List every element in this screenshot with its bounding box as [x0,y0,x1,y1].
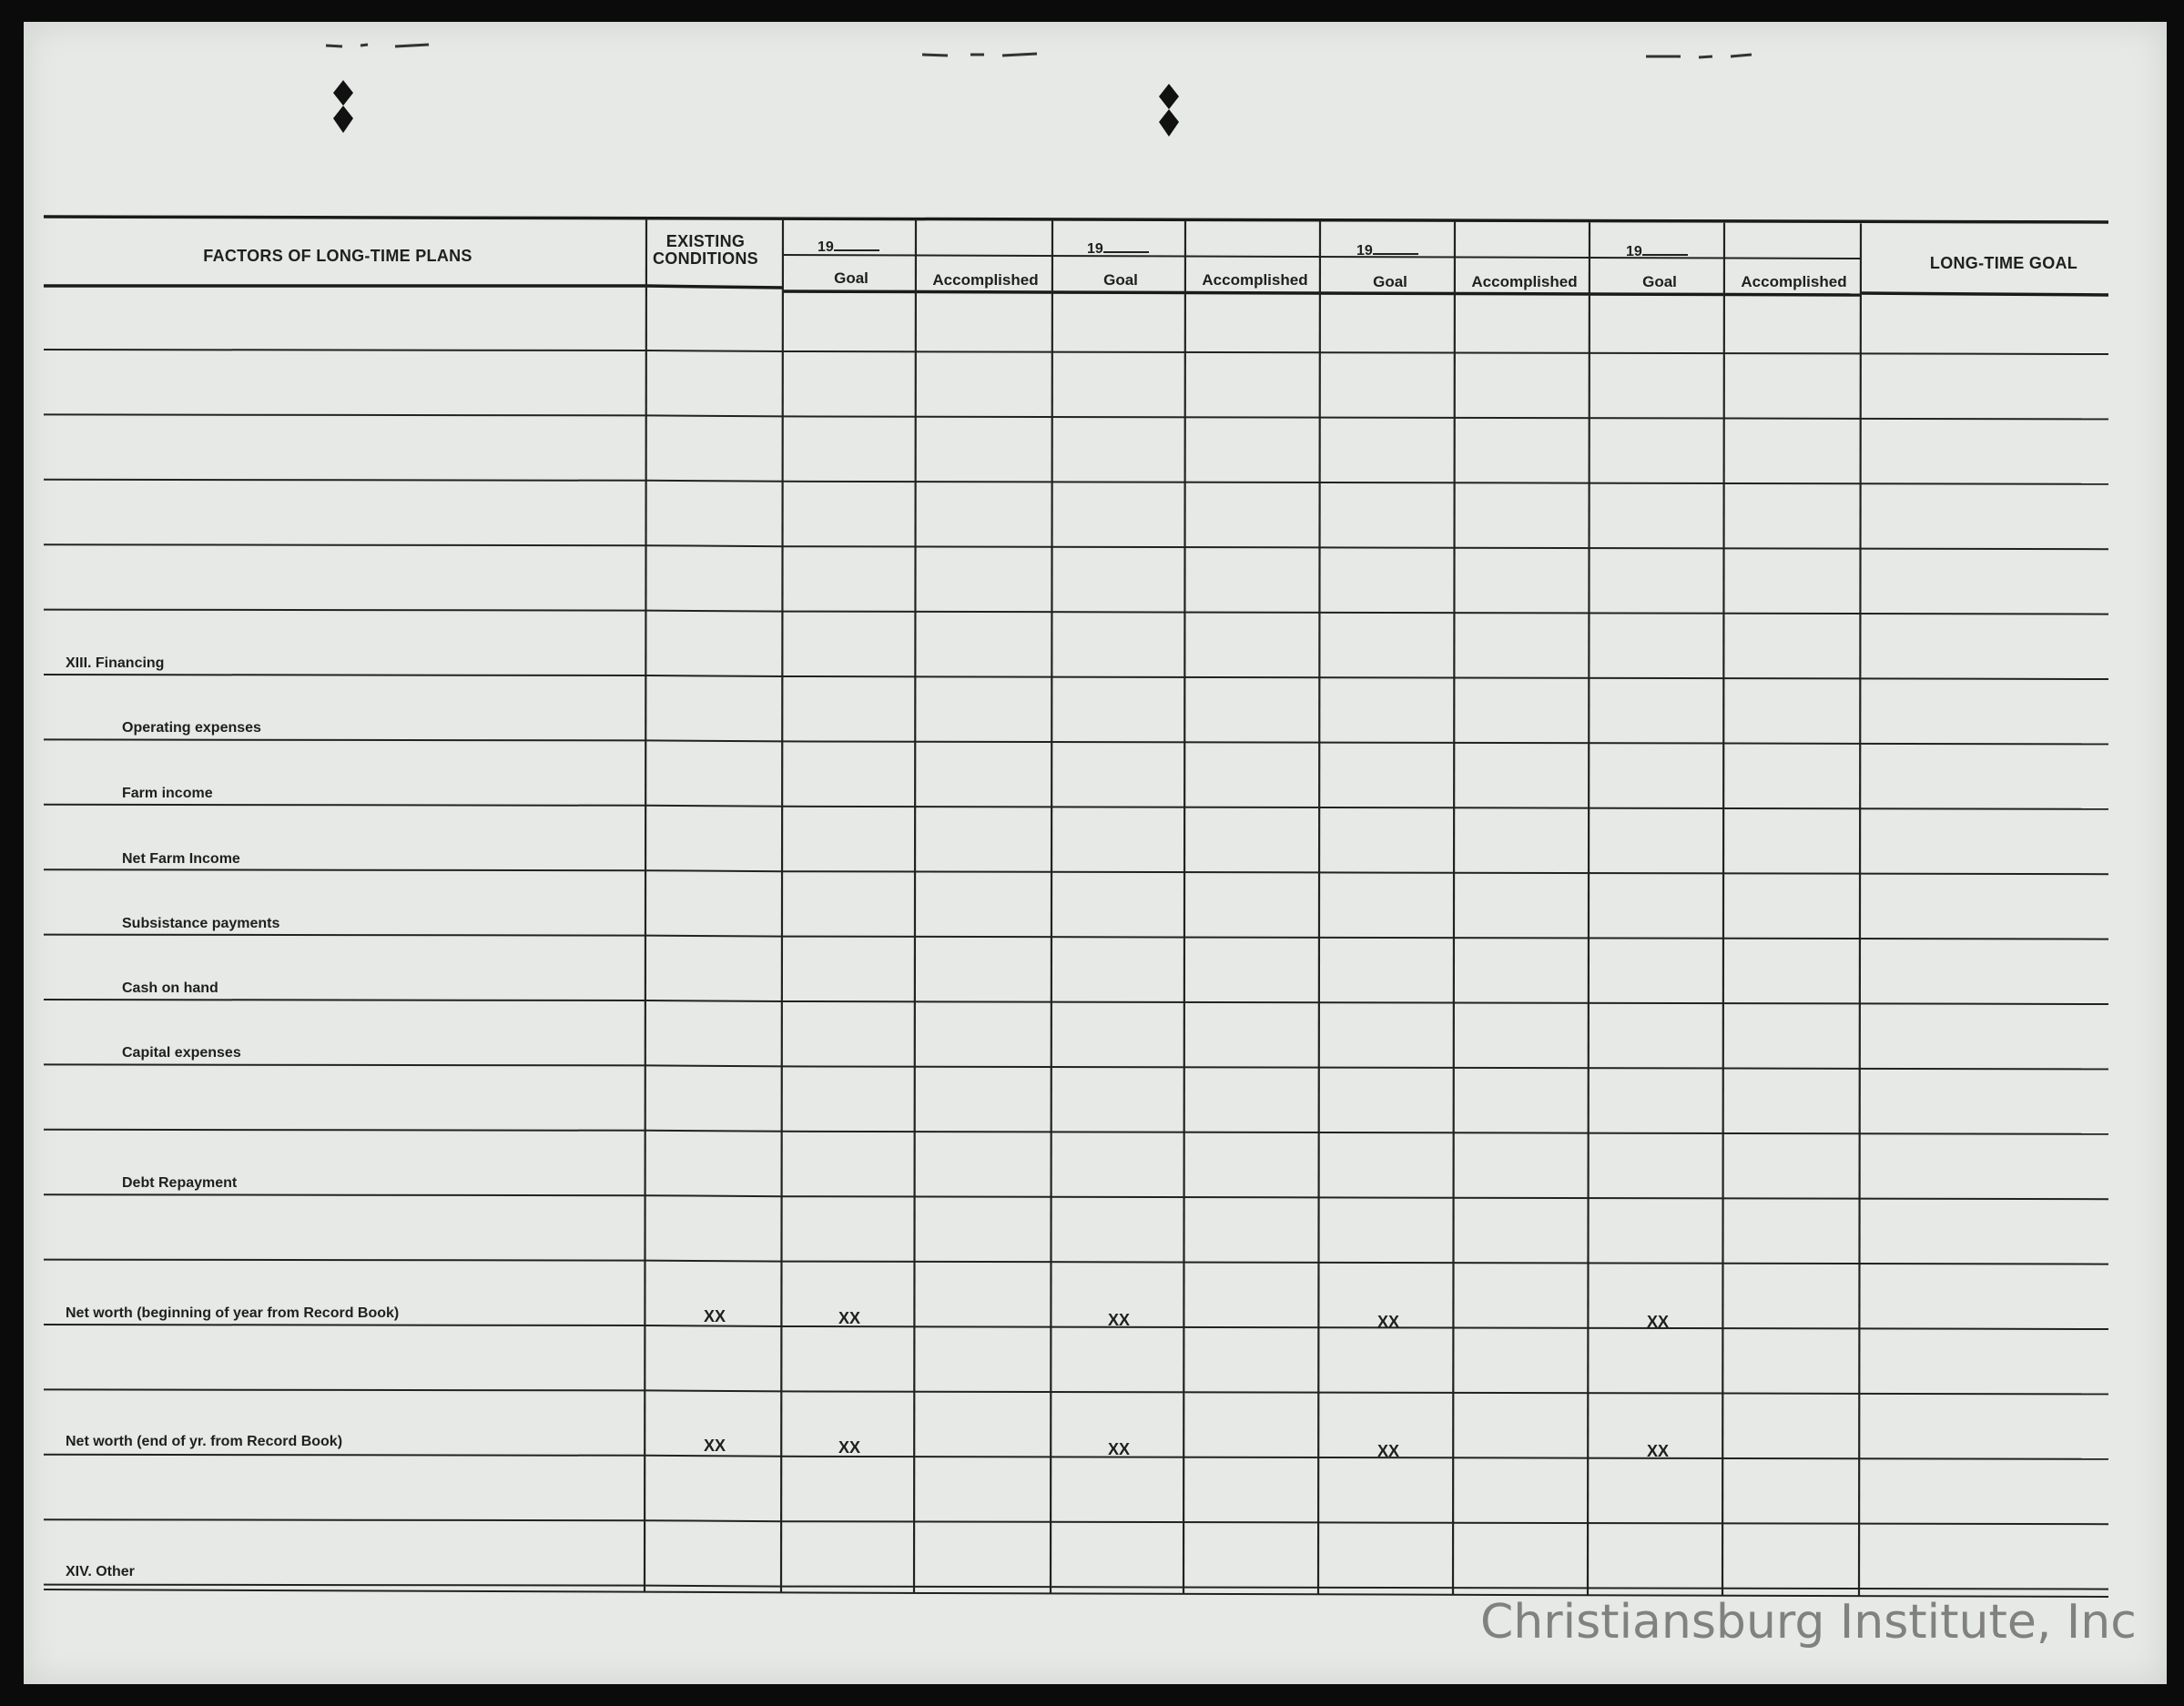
row-rule [646,740,783,741]
column-rule [1722,223,1724,1595]
row-rule [646,1195,783,1196]
row-rule [783,546,2108,549]
xx-mark: XX [1376,1442,1399,1460]
row-rule [646,1131,783,1132]
xx-mark: XX [838,1309,860,1327]
column-rule [781,219,783,1592]
column-rule [1318,221,1320,1594]
row-label-debt-repayment: Debt Repayment [122,1175,238,1191]
row-rule [646,936,783,937]
row-rule [783,1326,2108,1329]
row-rule [783,1391,2108,1394]
xx-mark: XX [1107,1311,1130,1329]
row-label-other: XIV. Other [66,1564,135,1579]
row-label-financing: XIII. Financing [66,655,165,671]
year-subheader-rule [783,255,1861,259]
row-label-operating-expenses: Operating expenses [122,720,261,736]
row-rule [44,480,646,481]
row-rule [783,807,2108,809]
xx-mark: XX [1107,1440,1130,1458]
row-rule [646,350,783,351]
column-rule [1453,222,1455,1594]
long-time-plans-form [24,22,2167,1684]
top-rule [44,217,2108,222]
row-rule [783,482,2108,484]
row-rule [646,415,783,416]
row-rule [44,544,646,545]
row-rule [783,741,2108,744]
header-bottom-rule [646,286,783,288]
row-rule [783,1521,2108,1524]
column-rule [645,218,646,1591]
row-label-capital-expenses: Capital expenses [122,1045,241,1061]
row-rule [783,871,2108,874]
year-4-goal-header: Goal [1642,273,1677,290]
xx-mark: XX [838,1438,860,1457]
row-rule [646,481,783,482]
row-rule [783,1457,2108,1459]
row-rule [44,414,646,415]
row-rule [44,1064,646,1065]
row-rule [783,351,2108,354]
year-2-label: 19 [1087,239,1149,258]
header-bottom-rule [783,291,1861,295]
header-existing-conditions: EXISTING CONDITIONS [652,232,758,268]
year-3-label: 19 [1356,240,1418,259]
row-label-cash-on-hand: Cash on hand [122,980,218,996]
row-rule [646,1065,783,1066]
row-label-farm-income: Farm income [122,786,213,801]
bottom-rule [44,1589,934,1593]
year-3-accomplished-header: Accomplished [1471,273,1578,290]
year-2-goal-header: Goal [1103,271,1138,289]
year-4-accomplished-header: Accomplished [1741,273,1847,290]
row-rule [44,1389,646,1390]
year-1-label: 19 [818,237,879,256]
xx-mark: XX [1376,1313,1399,1331]
row-rule [44,1519,646,1520]
row-rule [646,611,783,612]
xx-mark: XX [703,1307,726,1325]
row-rule [646,1390,783,1391]
row-rule [44,1455,646,1456]
row-rule [646,806,783,807]
row-rule [646,1586,783,1587]
row-label-subsistance-payments: Subsistance payments [122,916,280,931]
row-rule [44,1194,646,1195]
row-rule [44,610,646,611]
row-rule [783,1001,2108,1004]
row-rule [646,1000,783,1001]
row-rule [646,870,783,871]
row-rule [783,676,2108,679]
column-rule [914,219,916,1592]
column-rule [1859,223,1861,1595]
year-3-goal-header: Goal [1373,273,1407,290]
row-rule [44,1260,646,1261]
watermark: Christiansburg Institute, Inc [1480,1595,2137,1650]
column-rule [1051,220,1052,1593]
year-4-label: 19 [1626,241,1688,260]
row-rule [783,1262,2108,1264]
row-rule [44,805,646,806]
row-rule [646,675,783,676]
row-rule [44,1130,646,1131]
row-rule [44,1585,646,1586]
row-rule [783,612,2108,614]
column-rule [1588,222,1590,1594]
row-rule [783,1196,2108,1199]
year-1-accomplished-header: Accomplished [932,271,1039,289]
column-rule [1183,220,1185,1593]
row-rule [783,1066,2108,1069]
row-rule [783,1132,2108,1134]
row-rule [646,1520,783,1521]
row-rule [783,1587,2108,1589]
xx-mark: XX [703,1437,726,1455]
header-bottom-rule [1861,293,2108,295]
row-rule [44,935,646,936]
form-sheet [24,22,2167,1684]
year-2-accomplished-header: Accomplished [1202,271,1308,289]
xx-mark: XX [1646,1442,1669,1460]
row-rule [44,869,646,870]
row-label-net-worth-end: Net worth (end of yr. from Record Book) [66,1434,343,1449]
header-factors: FACTORS OF LONG-TIME PLANS [203,247,472,265]
row-rule [44,739,646,740]
row-rule [646,1261,783,1262]
row-rule [646,545,783,546]
row-rule [783,937,2108,939]
xx-mark: XX [1646,1313,1669,1331]
row-rule [783,416,2108,419]
header-long-time-goal: LONG-TIME GOAL [1929,254,2078,272]
row-label-net-farm-income: Net Farm Income [122,851,240,867]
row-label-net-worth-beginning: Net worth (beginning of year from Record Book) [66,1305,400,1321]
year-1-goal-header: Goal [834,269,869,287]
